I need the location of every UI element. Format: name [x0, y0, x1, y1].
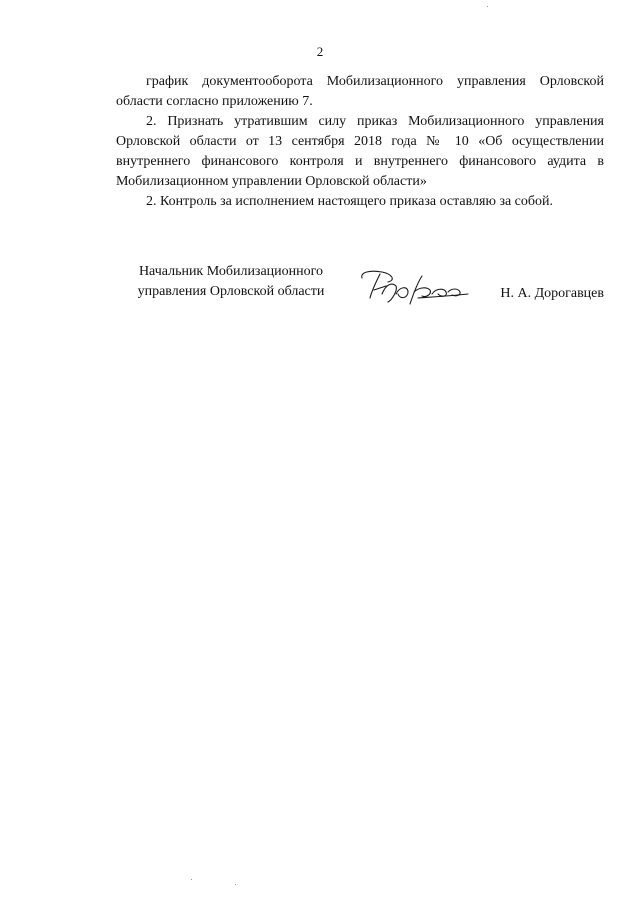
signer-name: Н. А. Дорогавцев — [500, 286, 604, 301]
handwritten-signature — [352, 264, 472, 314]
scan-speck — [191, 879, 192, 880]
paragraph-control: 2. Контроль за исполнением настоящего приказа оставляю за собой. — [146, 194, 554, 209]
page-number: 2 — [316, 44, 324, 59]
signer-position-line2: управления Орловской области — [137, 284, 325, 299]
document-body — [116, 72, 604, 212]
scan-speck — [487, 6, 488, 7]
paragraph-continuation: график документооборота Мобилизационного управления Орловской области согласно приложению 7. — [116, 74, 604, 109]
paragraph-revoke-order: 2. Признать утратившим силу приказ Мобилизационного управления Орловской области от 13 сентября 2018 года № 10 «Об осуществлении внутреннего финансового контроля и внутреннего финансового аудита в Мобилизационном управлении Орловской области» — [116, 114, 604, 189]
scan-speck — [235, 884, 236, 885]
signer-position — [116, 262, 346, 302]
signer-position-line1: Начальник Мобилизационного — [138, 264, 324, 279]
signature-block — [0, 262, 640, 322]
